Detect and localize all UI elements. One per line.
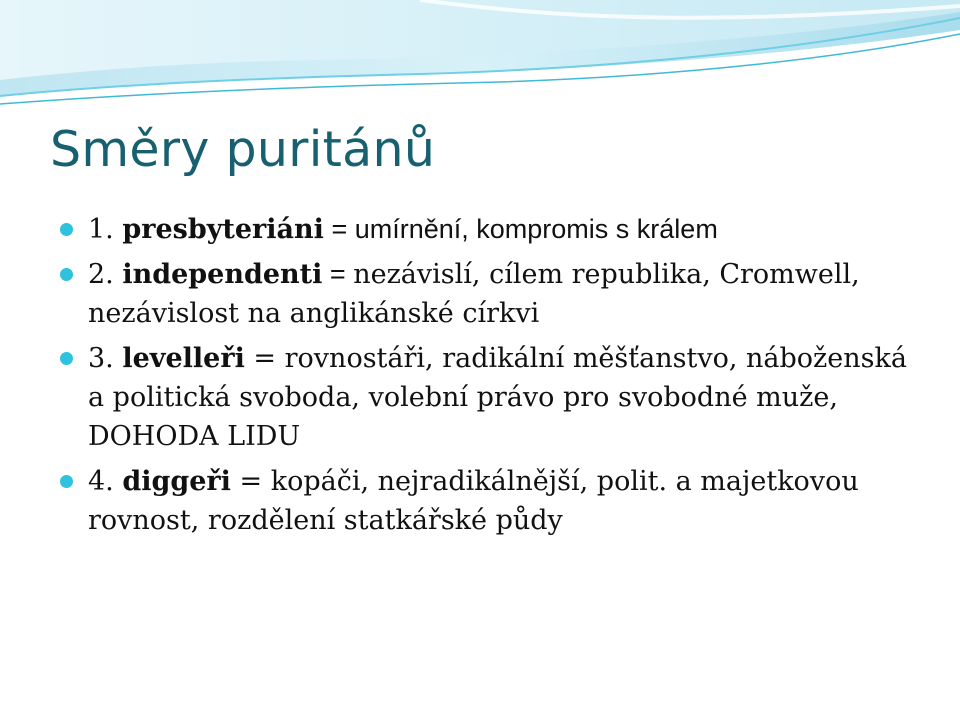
item-separator: = — [322, 259, 354, 289]
item-number: 4. — [88, 466, 114, 497]
list-item — [60, 255, 920, 333]
item-description: kopáči, nejradikálnější, polit. a majetkovou rovnost, rozdělení statkářské půdy — [88, 466, 859, 536]
item-term: diggeři — [122, 466, 231, 497]
item-description: rovnostáři, radikální měšťanstvo, náboženská a politická svoboda, volební právo pro svobodné muže, DOHODA LIDU — [88, 343, 907, 452]
bullet-dot-icon — [60, 268, 73, 281]
bullet-dot-icon — [60, 223, 73, 236]
bullet-dot-icon — [60, 475, 73, 488]
item-description: umírnění, kompromis s králem — [354, 214, 718, 244]
bullet-list — [60, 210, 920, 546]
list-item — [60, 462, 920, 540]
decorative-header-waves — [0, 0, 960, 110]
item-separator: = — [230, 466, 271, 497]
list-item — [60, 210, 920, 249]
item-separator: = — [323, 214, 355, 244]
item-term: independenti — [122, 259, 323, 290]
list-item — [60, 339, 920, 456]
item-number: 3. — [88, 343, 114, 374]
bullet-dot-icon — [60, 352, 73, 365]
item-term: presbyteriáni — [122, 214, 324, 245]
item-description: nezávislí, cílem republika, Cromwell, nezávislost na anglikánské církvi — [88, 259, 860, 329]
item-term: levelleři — [122, 343, 245, 374]
item-number: 1. — [88, 214, 114, 245]
slide-title: Směry puritánů — [50, 121, 436, 178]
item-number: 2. — [88, 259, 114, 290]
item-separator: = — [244, 343, 285, 374]
